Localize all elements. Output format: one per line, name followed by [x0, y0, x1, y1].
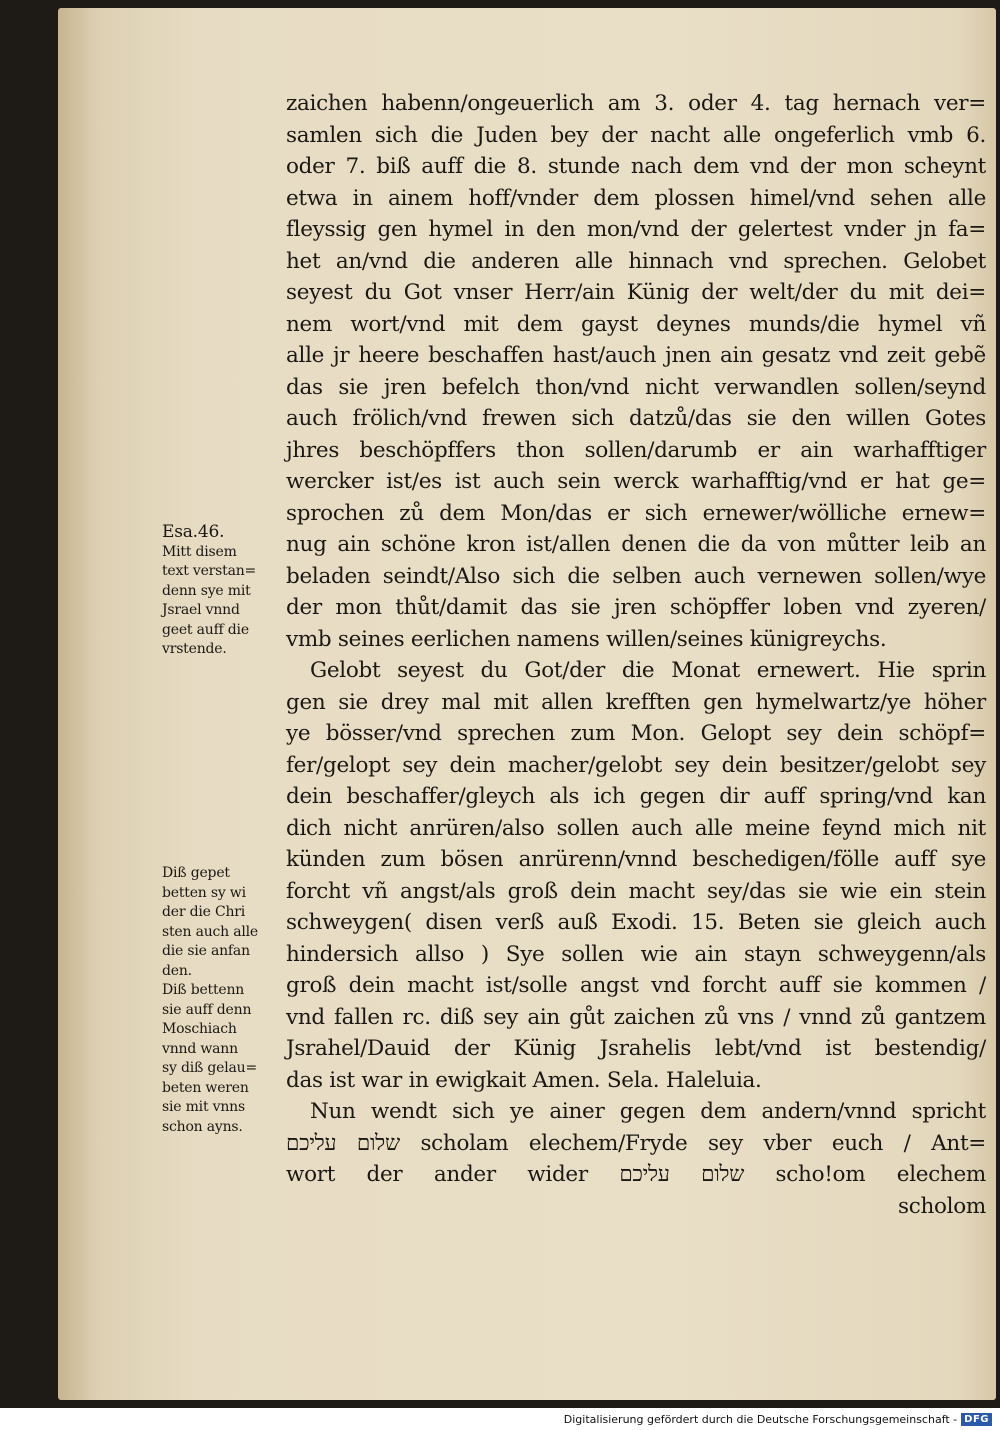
margin-note-line: der die Chri [162, 904, 246, 920]
text-line: wort der ander wider שלום עליכם scho!om elechem [286, 1162, 986, 1187]
text-line: vnd fallen rc. diß sey ain gůt zaichen zů vns / vnnd zů gantzem [286, 1004, 986, 1030]
margin-note-esa [162, 523, 292, 660]
text-line: wercker ist/es ist auch sein werck warhafftig/vnd er hat ge= [286, 469, 986, 494]
text-line: sprochen zů dem Mon/das er sich ernewer/wölliche ernew= [286, 500, 986, 526]
text-line: gen sie drey mal mit allen krefften gen hymelwartz/ye höher [286, 689, 986, 715]
text-line: oder 7. biß auff die 8. stunde nach dem vnd der mon scheynt [286, 154, 986, 179]
margin-note-line: sy diß gelau= [162, 1060, 258, 1076]
margin-note-line: schon ayns. [162, 1118, 243, 1135]
margin-note-line: Mitt disem [162, 543, 237, 560]
text-line: dich nicht anrüren/also sollen auch alle meine feynd mich nit [286, 815, 986, 841]
margin-note-line: Moschiach [162, 1021, 237, 1037]
text-line: nem wort/vnd mit dem gayst deynes munds/die hymel vñ [286, 311, 986, 337]
margin-note-line: geet auff die [162, 621, 249, 638]
margin-note-line: betten sy wi [162, 884, 246, 901]
margin-note-line: den. [162, 962, 192, 979]
text-line: alle jr heere beschaffen hast/auch jnen ain gesatz vnd zeit gebẽ [286, 343, 986, 368]
text-line: künden zum bösen anrürenn/vnnd beschedigen/fölle auff sye [286, 847, 986, 872]
margin-note-line: Jsrael vnnd [162, 602, 240, 618]
text-line: nug ain schöne kron ist/allen denen die da von můtter leib an [286, 532, 986, 557]
margin-note-line: Diß gepet [162, 865, 230, 881]
text-line: het an/vnd die anderen alle hinnach vnd sprechen. Gelobet [286, 248, 986, 274]
margin-note-line: beten weren [162, 1079, 249, 1096]
text-line: auch frölich/vnd frewen sich datzů/das sie den willen Gotes [286, 406, 986, 431]
catchword-line: scholom [898, 1193, 986, 1219]
text-line: jhres beschöpffers thon sollen/darumb er ain warhafftiger [286, 437, 986, 463]
text-line: seyest du Got vnser Herr/ain Künig der welt/der du mit dei= [286, 280, 986, 305]
margin-note-line: Diß bettenn [162, 982, 245, 998]
margin-note-line: vrstende. [162, 641, 227, 657]
text-line: etwa in ainem hoff/vnder dem plossen himel/vnd sehen alle [286, 185, 986, 211]
text-line: Nun wendt sich ye ainer gegen dem andern/vnnd spricht [310, 1099, 986, 1124]
text-line: der mon thůt/damit das sie jren schöpffer loben vnd zyeren/ [286, 595, 986, 620]
text-line: שלום עליכם scholam elechem/Fryde sey vber euch / Ant= [286, 1130, 987, 1156]
text-line: vmb seines eerlichen namens willen/seines künigreychs. [286, 626, 887, 652]
text-line: das ist war in ewigkait Amen. Sela. Haleluia. [286, 1067, 762, 1093]
main-text-block [286, 88, 986, 1222]
text-line: das sie jren befelch thon/vnd nicht verwandlen sollen/seynd [286, 374, 986, 400]
margin-note-line: die sie anfan [162, 943, 250, 959]
text-line: ye bösser/vnd sprechen zum Mon. Gelopt sey dein schöpf= [286, 721, 986, 746]
digitization-footer [564, 1413, 992, 1426]
text-line: groß dein macht ist/solle angst vnd forcht auff sie kommen / [286, 973, 986, 998]
margin-note-line: text verstan= [162, 563, 257, 579]
text-line: fleyssig gen hymel in den mon/vnd der gelertest vnder jn fa= [286, 217, 986, 242]
text-line: forcht vñ angst/als groß dein macht sey/das sie wie ein stein [286, 878, 986, 904]
text-line: zaichen habenn/ongeuerlich am 3. oder 4. tag hernach ver= [286, 91, 986, 116]
text-line: Jsrahel/Dauid der Künig Jsrahelis lebt/vnd ist bestendig/ [286, 1036, 986, 1061]
text-line: Gelobt seyest du Got/der die Monat ernewert. Hie sprin [310, 658, 986, 683]
text-line: schweygen( disen verß auß Exodi. 15. Beten sie gleich auch [286, 910, 986, 935]
margin-note-line: sten auch alle [162, 923, 259, 940]
text-line: hindersich allso ) Sye sollen wie ain stayn schweygenn/als [286, 941, 986, 967]
text-line: dein beschaffer/gleych als ich gegen dir auff spring/vnd kan [286, 784, 986, 809]
book-page [58, 8, 996, 1400]
margin-note-line: sie mit vnns [162, 1099, 245, 1115]
margin-note-line: Esa.46. [162, 522, 225, 542]
footer-credit-text: Digitalisierung gefördert durch die Deutsche Forschungsgemeinschaft - [563, 1413, 958, 1426]
text-line: beladen seindt/Also sich die selben auch vernewen sollen/wye [286, 563, 986, 589]
margin-note-gepet [162, 864, 292, 1137]
text-line: fer/gelopt sey dein macher/gelobt sey dein besitzer/gelobt sey [286, 752, 986, 778]
text-line: samlen sich die Juden bey der nacht alle ongeferlich vmb 6. [286, 122, 986, 148]
margin-note-line: vnnd wann [162, 1040, 238, 1057]
dfg-logo[interactable]: DFG [961, 1413, 992, 1426]
margin-note-line: denn sye mit [162, 582, 251, 599]
margin-note-line: sie auff denn [162, 1001, 252, 1018]
